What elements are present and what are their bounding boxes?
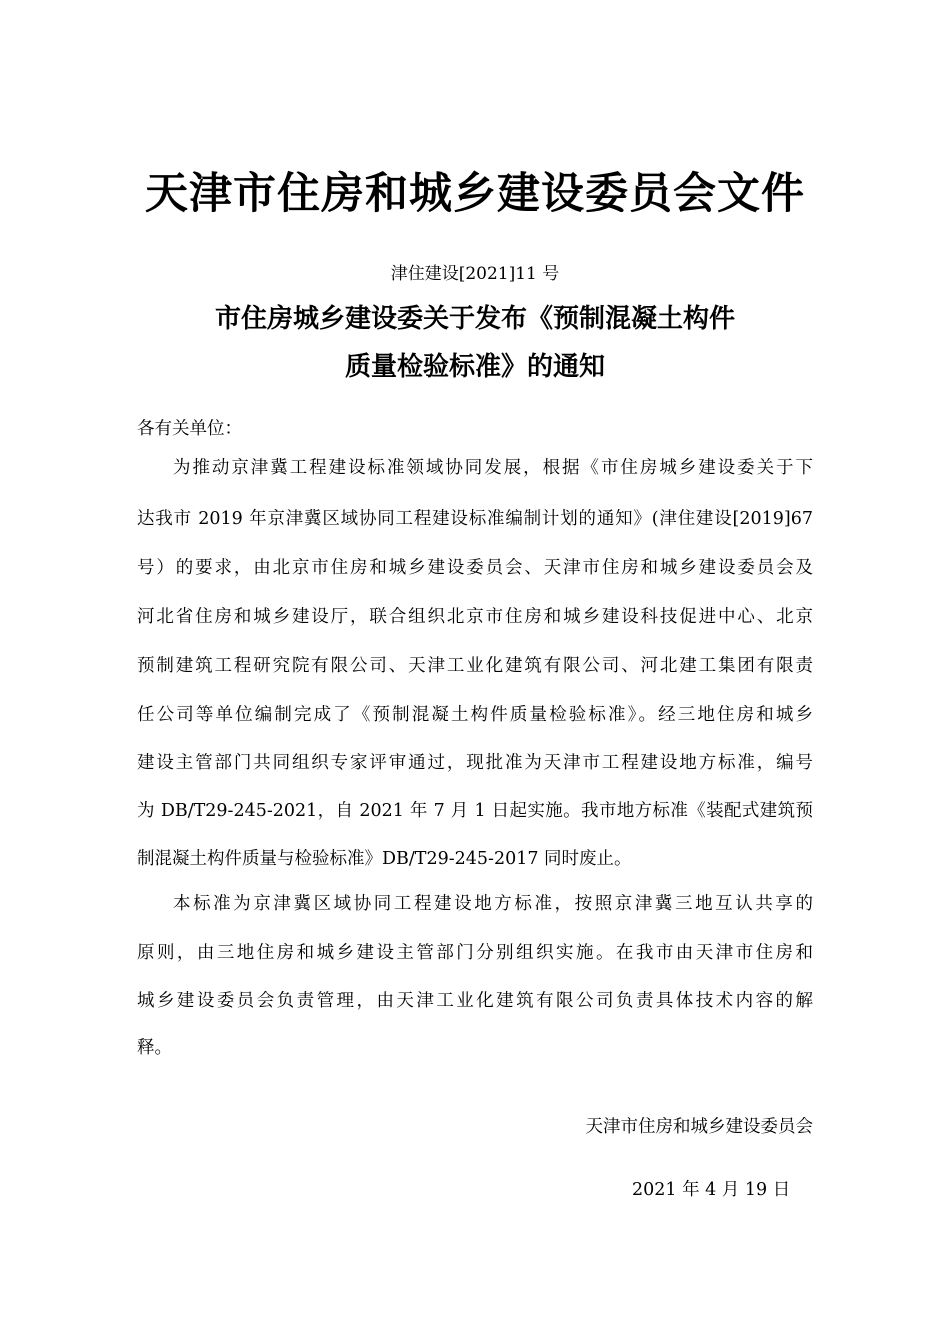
paragraph-line: 预制建筑工程研究院有限公司、天津工业化建筑有限公司、河北建工集团有限责 — [137, 656, 813, 676]
paragraph-line: 为推动京津冀工程建设标准领域协同发展，根据《市住房城乡建设委关于下 — [173, 458, 813, 478]
signature-date: 2021 年 4 月 19 日 — [632, 1180, 791, 1200]
paragraph-line: 制混凝土构件质量与检验标准》DB/T29-245-2017 同时废止。 — [137, 849, 632, 869]
paragraph-line: 达我市 2019 年京津冀区域协同工程建设标准编制计划的通知》(津住建设[2019]67 — [137, 509, 813, 529]
paragraph-line: 河北省住房和城乡建设厅，联合组织北京市住房和城乡建设科技促进中心、北京 — [137, 607, 813, 627]
paragraph-line: 号）的要求，由北京市住房和城乡建设委员会、天津市住房和城乡建设委员会及 — [137, 558, 813, 578]
notice-title-line-2: 质量检验标准》的通知 — [344, 352, 605, 382]
document-number: 津住建设[2021]11 号 — [390, 264, 560, 284]
paragraph-line: 本标准为京津冀区域协同工程建设地方标准，按照京津冀三地互认共享的 — [173, 894, 813, 914]
paragraph-line: 释。 — [137, 1038, 172, 1058]
salutation: 各有关单位： — [137, 419, 242, 439]
signature-organization: 天津市住房和城乡建设委员会 — [585, 1117, 813, 1137]
paragraph-line: 建设主管部门共同组织专家评审通过，现批准为天津市工程建设地方标准，编号 — [137, 753, 813, 773]
issuer-header-title: 天津市住房和城乡建设委员会文件 — [145, 169, 805, 219]
paragraph-line: 城乡建设委员会负责管理，由天津工业化建筑有限公司负责具体技术内容的解 — [137, 991, 813, 1011]
paragraph-line: 为 DB/T29-245-2021，自 2021 年 7 月 1 日起实施。我市地方标准《装配式建筑预 — [137, 801, 813, 821]
paragraph-line: 原则，由三地住房和城乡建设主管部门分别组织实施。在我市由天津市住房和 — [137, 943, 813, 963]
paragraph-line: 任公司等单位编制完成了《预制混凝土构件质量检验标准》。经三地住房和城乡 — [137, 705, 813, 725]
notice-title-line-1: 市住房城乡建设委关于发布《预制混凝土构件 — [214, 304, 735, 334]
